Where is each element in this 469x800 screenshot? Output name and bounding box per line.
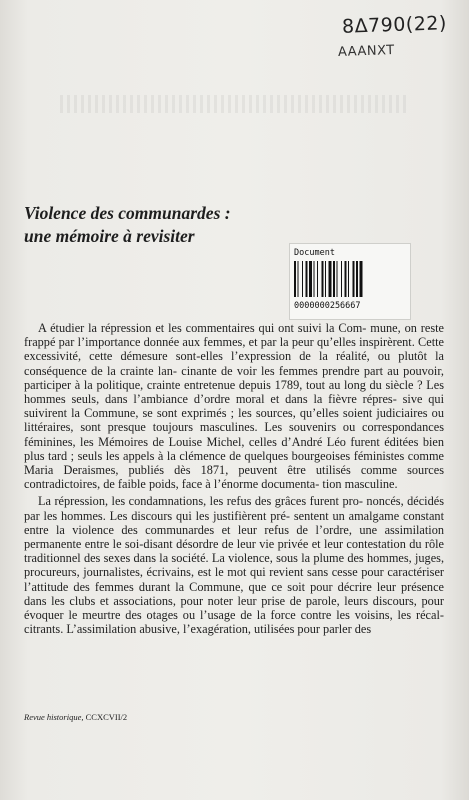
text-line: désordre de leur vie privée et leur contestation du rôle traditionnel xyxy=(24,537,444,566)
text-line: Michel, celles d’André Léo furent éditées bien plus tard ; seuls les xyxy=(24,434,445,463)
barcode-number: 0000000256667 xyxy=(294,301,361,311)
text-line: La répression, les condamnations, les refus des grâces furent pro- xyxy=(38,494,363,509)
text-line: A étudier la répression et les commentaires qui ont suivi la Com- xyxy=(38,321,367,335)
footer-issue: CCXCVII/2 xyxy=(85,712,128,722)
handwritten-shelfmark: 8Δ790(22) xyxy=(341,12,448,38)
text-line: noncés, décidés par les hommes. Les discours qui les justifièrent pré- xyxy=(24,494,444,523)
text-line: cesse pour caractériser l’attitude des femmes durant la Commune, xyxy=(24,565,444,594)
text-line: mune, on reste frappé par l’importance donnée aux femmes, et par la xyxy=(24,321,444,350)
footer-journal: Revue historique, xyxy=(24,712,84,722)
text-line: souvenirs ou correspondances féminines, les Mémoires de Louise xyxy=(24,420,444,449)
text-line: sive qui suivirent la Commune, se sont exprimés ; les sources, qu’elles xyxy=(24,392,444,421)
handwritten-code: AAANXT xyxy=(338,43,396,60)
text-line: que ce soit pour décrire leur présence dans les clubs et associations, xyxy=(24,579,444,608)
article-body xyxy=(24,321,444,639)
paragraph-1 xyxy=(24,321,444,491)
text-line: politique, crainte entretenue depuis 1789, tout au long du siècle ? Les xyxy=(96,377,445,392)
text-line: tion masculine. xyxy=(322,477,398,492)
barcode-label xyxy=(289,243,411,320)
text-line: appels à la clémence de quelques bourgeoises féministes comme xyxy=(122,448,445,463)
text-line: meurtre des otages ou l’usage de la force contre les voisins, les récal- xyxy=(82,608,444,623)
text-line: sentent un amalgame constant entre la violence des communardes et xyxy=(24,508,444,537)
title-line-2: une mémoire à revisiter xyxy=(24,226,195,246)
text-line: l’expression de la réalité, ou plutôt la conséquence de la crainte lan- xyxy=(24,349,444,378)
text-line: peur qu’elles inspirèrent. Cette excessivité, cette démesure sont-elles xyxy=(24,335,444,364)
text-line: leur refus de l’ordre, une assimilation permanente entre le soi-disant xyxy=(24,522,444,552)
text-line: citrants. L’assimilation abusive, l’exagération, utilisées pour parler des xyxy=(24,622,372,637)
text-line: pour noter leur prise de parole, leurs discours, pour évoquer le xyxy=(24,593,444,623)
paragraph-2 xyxy=(24,494,444,636)
text-line: des sexes dans la société. La violence, sous la plume des hommes, xyxy=(83,551,412,566)
text-line: juges, procureurs, journalistes, écrivains, est le mot qui revient sans xyxy=(24,551,445,580)
text-line: Maria Deraismes, publiés dès 1871, peuvent être utilisés comme xyxy=(24,463,398,478)
journal-footer xyxy=(24,712,127,722)
show-through-text xyxy=(60,95,410,113)
text-line: hommes seuls, dans l’ambiance d’ordre moral et dans la fièvre répres- xyxy=(24,392,397,407)
text-line: sources contradictoires, de faible poids, face à l’énorme documenta- xyxy=(24,463,444,492)
barcode-document-word: Document xyxy=(294,248,335,258)
title-line-1: Violence des communardes : xyxy=(24,203,231,223)
article-title xyxy=(24,202,324,248)
barcode-icon xyxy=(294,261,406,297)
text-line: soient judiciaires ou littéraires, sont presque toujours masculines. Les xyxy=(24,406,444,435)
text-line: cinante de voir les femmes prendre part au pouvoir, participer à la xyxy=(24,363,445,392)
